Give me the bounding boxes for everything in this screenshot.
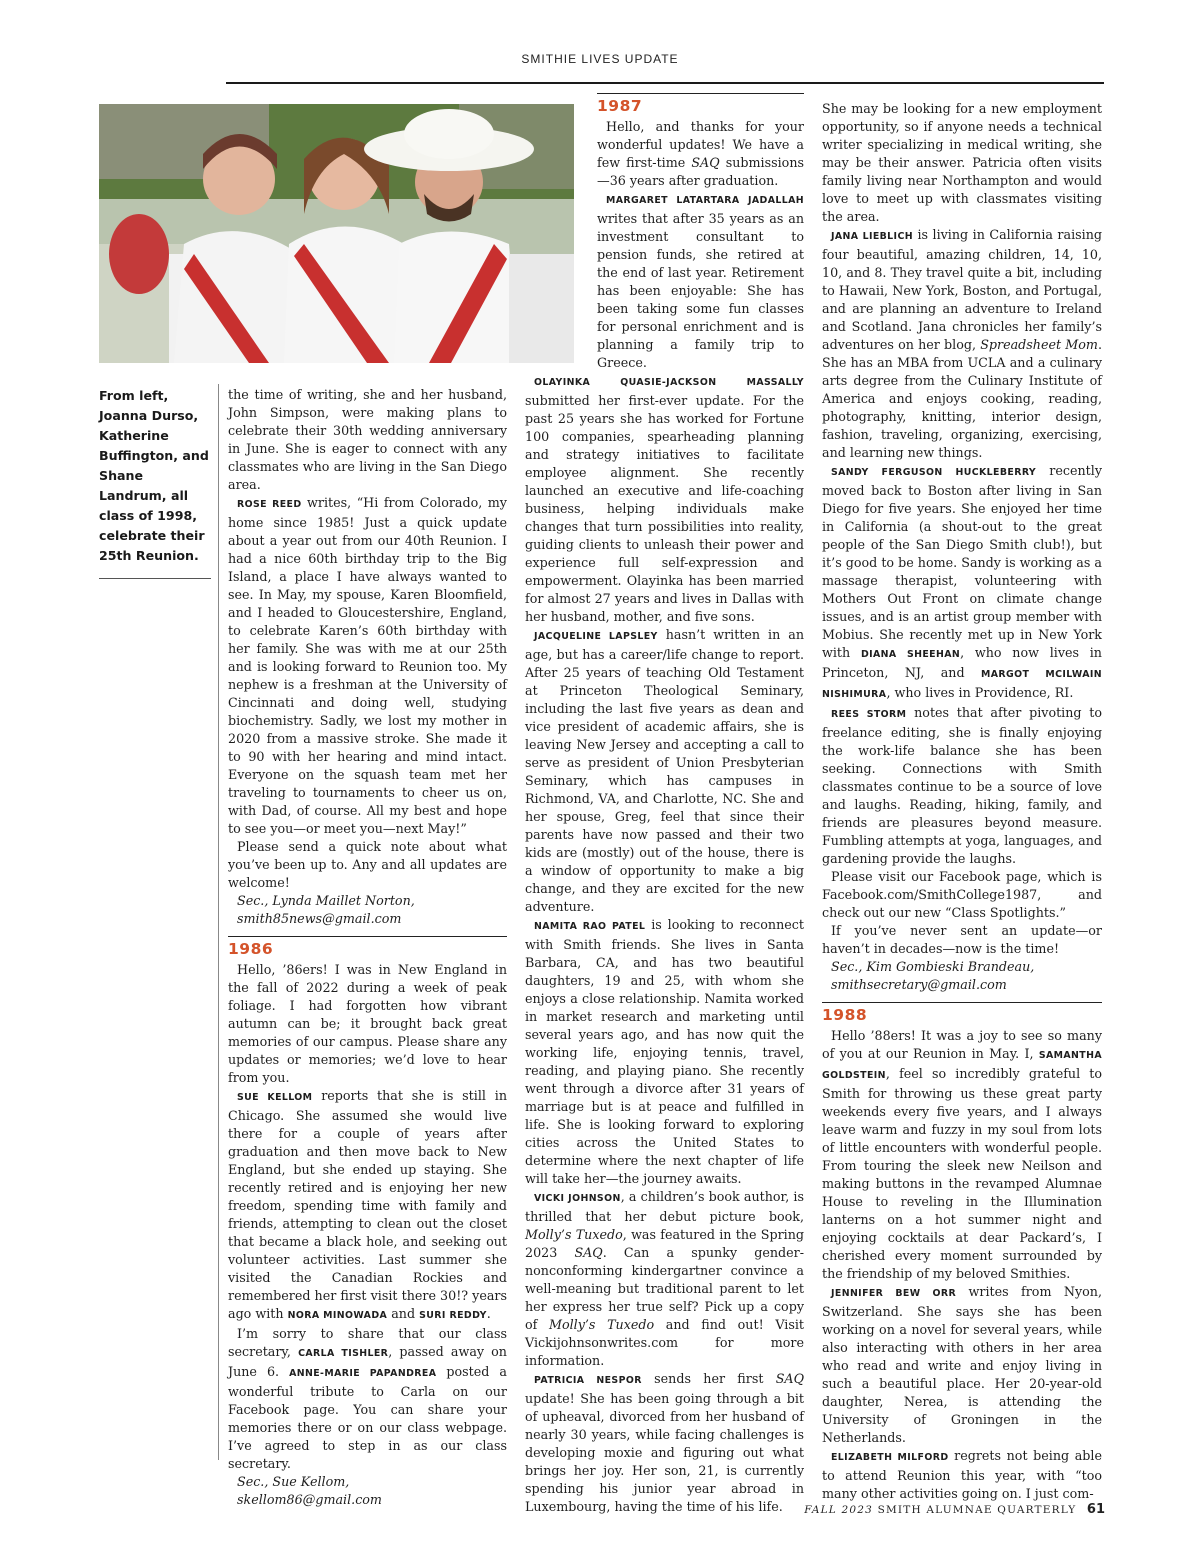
person-name: MARGARET LATARTARA JADALLAH: [606, 195, 804, 206]
text: , feel so incredibly grateful to Smith for throwing us these great party weekends every five years, and I always leave warm and fuzzy in my soul from lots of little encounters with wonderful people. From touring the sleek new Neilson and making buttons in the revamped Alumnae House to reveling in the Illumination lanterns on a hot summer night and enjoying cocktails at dear Packard’s, I cherished every moment surrounded by the friendship of my beloved Smithies.: [822, 1066, 1102, 1281]
person-name: OLAYINKA QUASIE-JACKSON MASSALLY: [534, 377, 804, 388]
person-name: PATRICIA NESPOR: [534, 1375, 642, 1386]
person-name: MARGOT MCILWAIN NISHIMURA: [822, 669, 1102, 700]
person-name: REES STORM: [831, 709, 907, 720]
column-2: [525, 93, 804, 1516]
paragraph: [822, 1283, 1102, 1447]
secretary-name: Sec., Lynda Maillet Norton,: [237, 893, 415, 908]
column-3: [822, 100, 1102, 1503]
paragraph: [822, 462, 1102, 704]
class-year-heading: 1987: [597, 93, 804, 115]
reunion-photo: [99, 104, 574, 363]
person-name: NAMITA RAO PATEL: [534, 921, 646, 932]
paragraph: [525, 626, 804, 916]
paragraph: Hello, ’86ers! I was in New England in the fall of 2022 during a week of peak foliage. I had forgotten how vibrant autumn can be; it brought back great memories of our campus. Please share any updates or memories; we’d love to hear from you.: [228, 962, 507, 1085]
secretary-email: smithsecretary@gmail.com: [831, 977, 1007, 992]
text: Hello, and thanks for your wonderful updates! We have a few first-time: [597, 119, 804, 170]
column-divider: [218, 384, 219, 1460]
issue-label: FALL 2023: [804, 1504, 874, 1516]
person-name: DIANA SHEEHAN: [860, 649, 961, 660]
text: I’m sorry to share that our class secretary,: [228, 1326, 507, 1359]
text: writes that after 35 years as an investment consultant to pension funds, she retired at the end of last year. Retirement has been enjoyable: She has been taking some fun classes for personal enrichment and is planning a family trip to Greece.: [597, 211, 804, 370]
person-name: JANA LIEBLICH: [831, 231, 913, 242]
text: Spreadsheet Mom: [980, 337, 1098, 352]
person-name: VICKI JOHNSON: [534, 1193, 621, 1204]
text: writes from Nyon, Switzerland. She says she has been working on a novel for several years, while also interacting with others in her area who read and write and enjoy living in such a beautiful place. Her 20-year-old daughter, Nerea, is attending the University of Groningen in the Netherlands.: [822, 1284, 1103, 1445]
text: notes that after pivoting to freelance editing, she is finally enjoying the work-life balance she has been seeking. Connections with Smith classmates continue to be a source of love and laughs. Reading, hiking, family, and friends are pleasures beyond measure. Fumbling attempts at yoga, languages, and gardening provide the laughs.: [822, 705, 1102, 866]
secretary-name: Sec., Kim Gombieski Brandeau,: [831, 959, 1035, 974]
text: Hello ’88ers! It was a joy to see so many of you at our Reunion in May. I,: [822, 1028, 1102, 1061]
text: SAQ: [691, 155, 720, 170]
paragraph: [228, 494, 507, 838]
paragraph: [525, 916, 804, 1188]
text: SAQ: [775, 1371, 804, 1386]
person-name: ANNE-MARIE PAPANDREA: [289, 1368, 437, 1379]
header-rule: [226, 82, 1104, 84]
paragraph: [822, 1447, 1102, 1503]
person-name: CARLA TISHLER: [298, 1348, 389, 1359]
paragraph: Please send a quick note about what you’ve been up to. Any and all updates are welcome!: [228, 839, 507, 890]
paragraph: [228, 1087, 507, 1325]
text: Molly’s Tuxedo: [525, 1227, 623, 1242]
paragraph: [228, 1325, 507, 1473]
text: update! She has been going through a bit of upheaval, divorced from her husband of nearly 30 years, while facing challenges is developing moxie and figuring out what brings her joy. Her son, 21, is currently spending his junior year abroad in Luxembourg, having the time of his life.: [525, 1391, 804, 1514]
text: regrets not being able to attend Reunion this year, with “too many other activities going on. I just com-: [822, 1448, 1102, 1501]
paragraph: If you’ve never sent an update—or haven’t in decades—now is the time!: [822, 923, 1102, 956]
paragraph: Please visit our Facebook page, which is Facebook.com/SmithCollege1987, and check out our new “Class Spotlights.”: [822, 869, 1102, 920]
person-name: SUE KELLOM: [237, 1092, 313, 1103]
paragraph: [822, 1027, 1102, 1283]
paragraph: [525, 1188, 804, 1370]
person-name: JENNIFER BEW ORR: [831, 1288, 957, 1299]
section-header: SMITHIE LIVES UPDATE: [521, 52, 679, 66]
secretary-email: skellom86@gmail.com: [237, 1492, 382, 1507]
text: submitted her first-ever update. For the past 25 years she has worked for Fortune 100 companies, spearheading planning and strategy initiatives to facilitate employee alignment. She recently launched an executive and life-coaching business, helping individuals make changes that turn possibilities into reality, guiding clients to unleash their power and experience full self-expression and empowerment. Olayinka has been married for almost 27 years and lives in Dallas with her husband, mother, and five sons.: [525, 393, 804, 624]
text: is living in California raising four beautiful, amazing children, 14, 10, 10, and 8. They travel quite a bit, including to Hawaii, New York, Boston, and Portugal, and are planning an adventure to Ireland and Scotland. Jana chronicles her family’s adventures on her blog,: [822, 227, 1102, 352]
text: , who now lives in Princeton, NJ, and: [822, 645, 1102, 680]
paragraph: She may be looking for a new employment opportunity, so if anyone needs a technical writer specializing in medical writing, she may be their answer. Patricia often visits family living near Northampton and would love to meet up with classmates visiting the area.: [822, 101, 1102, 224]
person-name: SANDY FERGUSON HUCKLEBERRY: [831, 467, 1037, 478]
person-name: SAMANTHA GOLDSTEIN: [822, 1050, 1102, 1081]
column-1: [228, 386, 507, 1509]
secretary-email: smith85news@gmail.com: [237, 911, 402, 926]
text: . She has an MBA from UCLA and a culinary arts degree from the Culinary Institute of America and enjoys cooking, reading, photography, knitting, interior design, fashion, traveling, organizing, exercising, and learning new things.: [822, 337, 1102, 460]
text: recently moved back to Boston after living in San Diego for five years. She enjoyed her time in California (a shout-out to the great people of the San Diego Smith club!), but it’s good to be home. Sandy is working as a massage therapist, volunteering with Mothers Out Front on climate change issues, and is an artist group member with Mobius. She recently met up in New York with: [822, 463, 1102, 660]
page-footer: [760, 1502, 1105, 1517]
text: writes, “Hi from Colorado, my home since 1985! Just a quick update about a year out from our 40th Reunion. I had a nice 60th birthday trip to the Big Island, a place I have always wanted to see. In May, my spouse, Karen Bloomfield, and I headed to Gloucestershire, England, to celebrate Karen’s 60th birthday with her family. She was with me at our 25th and is looking forward to Reunion too. My nephew is a freshman at the University of Cincinnati and doing well, studying biochemistry. Sadly, we lost my mother in 2020 from a massive stroke. She made it to 90 with her hearing and mind intact. Everyone on the squash team met her traveling to tournaments to cheer us on, with Dad, of course. All my best and hope to see you—or meet you—next May!”: [228, 495, 507, 836]
class-year-heading: 1986: [228, 936, 507, 958]
paragraph: [525, 1370, 804, 1516]
text: hasn’t written in an age, but has a career/life change to report. After 25 years of teaching Old Testament at Princeton Theological Seminary, including the last five years as dean and vice president of academic affairs, she is leaving New Jersey and accepting a call to serve as president of Union Presbyterian Seminary, which has campuses in Richmond, VA, and Charlotte, NC. She and her spouse, Greg, feel that since their parents have now passed and their two kids are (mostly) out of the house, there is a window of opportunity to make a big change, and they are excited for the new adventure.: [525, 627, 804, 914]
text: , who lives in Providence, RI.: [886, 685, 1074, 700]
text: SAQ: [574, 1245, 603, 1260]
text: is looking to reconnect with Smith friends. She lives in Santa Barbara, CA, and has two beautiful daughters, 19 and 25, with whom she enjoys a close relationship. Namita worked in market research and marketing until several years ago, and has now quit the working life, enjoying tennis, travel, reading, and playing piano. She recently went through a divorce after 31 years of marriage but is at peace and fulfilled in life. She is looking forward to exploring cities across the United States to determine where the next chapter of life will take her—the journey awaits.: [525, 917, 804, 1186]
paragraph: the time of writing, she and her husband, John Simpson, were making plans to celebrate their 30th wedding anniversary in June. She is eager to connect with any classmates who are living in the San Diego area.: [228, 387, 507, 492]
secretary-name: Sec., Sue Kellom,: [237, 1474, 350, 1489]
paragraph: [597, 118, 804, 190]
text: and: [387, 1306, 420, 1321]
text: , a children’s book author, is thrilled that her debut picture book,: [525, 1189, 804, 1224]
text: submissions—36 years after graduation.: [597, 155, 805, 188]
paragraph: [597, 190, 804, 372]
text: posted a wonderful tribute to Carla on our Facebook page. You can share your memories there or on our class webpage. I’ve agreed to step in as our class secretary.: [228, 1364, 507, 1471]
magazine-title: SMITH ALUMNAE QUARTERLY: [877, 1504, 1077, 1516]
text: , was featured in the Spring 2023: [525, 1227, 804, 1260]
text: sends her first: [641, 1371, 776, 1386]
person-name: NORA MINOWADA: [287, 1310, 388, 1321]
text: and find out! Visit Vickijohnsonwrites.com for more information.: [525, 1317, 804, 1368]
text: Molly’s Tuxedo: [548, 1317, 655, 1332]
person-name: SURI REDDY: [419, 1310, 487, 1321]
person-name: ROSE REED: [237, 499, 302, 510]
page-number: 61: [1086, 1502, 1105, 1517]
paragraph: [822, 226, 1102, 462]
text: , passed away on June 6.: [228, 1344, 507, 1379]
paragraph: [525, 372, 804, 626]
person-name: ELIZABETH MILFORD: [831, 1452, 949, 1463]
paragraph: [822, 704, 1102, 868]
text: .: [486, 1306, 491, 1321]
caption-rule: [99, 578, 211, 579]
text: . Can a spunky gender-nonconforming kindergartner convince a well-meaning but traditional parent to let her express her true self? Pick up a copy of: [525, 1245, 804, 1332]
photo-caption: From left, Joanna Durso, Katherine Buffington, and Shane Landrum, all class of 1998, celebrate their 25th Reunion.: [99, 388, 209, 563]
text: reports that she is still in Chicago. She assumed she would live there for a couple of years after graduation and then move back to New England, but she ended up staying. She recently retired and is enjoying her new freedom, spending time with family and friends, attempting to clean out the closet that became a black hole, and seeking out volunteer activities. Last summer she visited the Canadian Rockies and remembered her first visit there 30!? years ago with: [228, 1088, 507, 1321]
person-name: JACQUELINE LAPSLEY: [534, 631, 658, 642]
class-year-heading: 1988: [822, 1002, 1102, 1024]
